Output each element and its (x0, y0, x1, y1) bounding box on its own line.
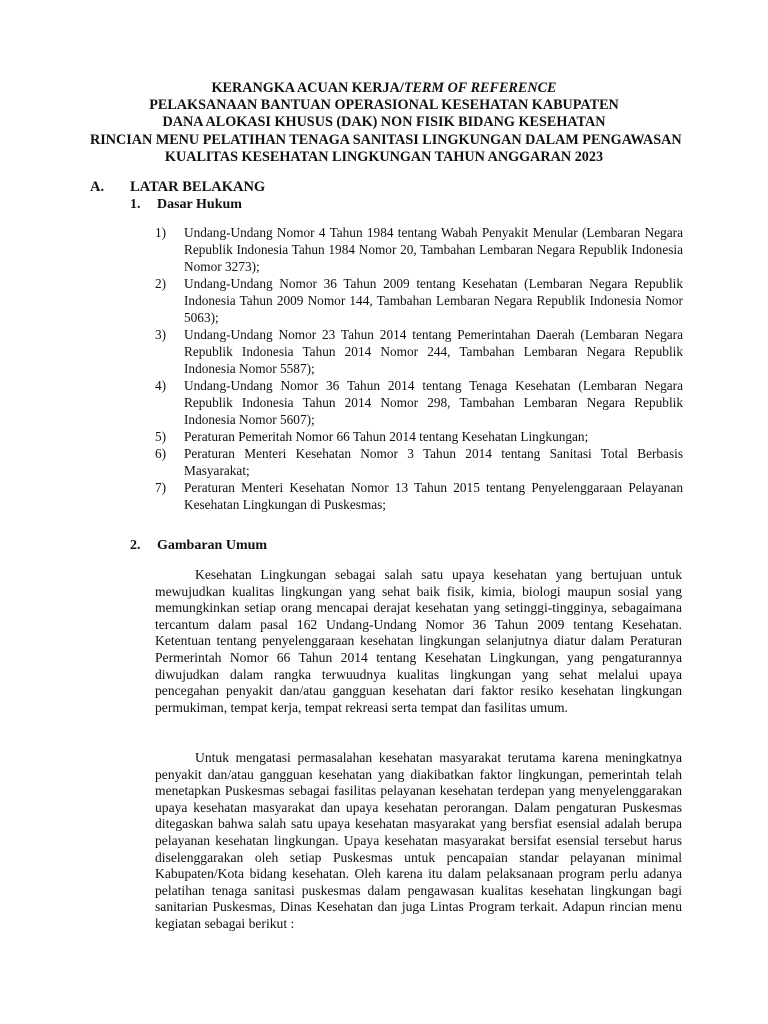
section-a-heading (90, 178, 265, 196)
dasar-hukum-number: 1. (130, 197, 141, 212)
section-a-title: LATAR BELAKANG (130, 179, 266, 195)
list-item (155, 428, 683, 445)
gambaran-umum-number: 2. (130, 538, 141, 553)
list-item-number: 1) (155, 225, 167, 240)
dasar-hukum-heading (130, 196, 242, 214)
list-item-number: 4) (155, 378, 167, 393)
dasar-hukum-title: Dasar Hukum (157, 197, 242, 212)
gambaran-umum-title: Gambaran Umum (157, 538, 268, 553)
title-line-4: RINCIAN MENU PELATIHAN TENAGA SANITASI LINGKUNGAN DALAM PENGAWASAN (90, 131, 682, 148)
title-line-2: PELAKSANAAN BANTUAN OPERASIONAL KESEHATAN KABUPATEN (149, 97, 619, 114)
list-item (155, 445, 683, 479)
list-item-text: Undang-Undang Nomor 4 Tahun 1984 tentang Wabah Penyakit Menular (Lembaran Negara Republik Indonesia Tahun 1984 Nomor 20, Tambahan Lembaran Negara Republik Indonesia Nomor 3273); (184, 225, 683, 274)
list-item (155, 479, 683, 513)
list-item (155, 326, 683, 377)
list-item (155, 275, 683, 326)
document-title (90, 80, 682, 166)
list-item-text: Peraturan Menteri Kesehatan Nomor 13 Tahun 2015 tentang Penyelenggaraan Pelayanan Kesehatan Lingkungan di Puskesmas; (184, 480, 683, 512)
legal-basis-list (155, 224, 683, 513)
list-item-text: Undang-Undang Nomor 36 Tahun 2014 tentang Tenaga Kesehatan (Lembaran Negara Republik Indonesia Tahun 2014 Nomor 298, Tambahan Lembaran Negara Republik Indonesia Nomor 5607); (184, 378, 683, 427)
list-item-number: 3) (155, 327, 167, 342)
list-item-text: Undang-Undang Nomor 36 Tahun 2009 tentang Kesehatan (Lembaran Negara Republik Indonesia Tahun 2009 Nomor 144, Tambahan Lembaran Negara Republik Indonesia Nomor 5063); (184, 276, 683, 325)
list-item-number: 6) (155, 446, 167, 461)
paragraph-2: Untuk mengatasi permasalahan kesehatan masyarakat terutama karena meningkatnya penyakit dan/atau gangguan kesehatan yang diakibatkan faktor lingkungan, pemerintah telah menetapkan Puskesmas sebagai fasilitas pelayanan kesehatan terdepan yang menyelenggarakan upaya kesehatan masyarakat dan upaya kesehatan perorangan. Dalam pengaturan Puskesmas ditegaskan bahwa salah satu upaya kesehatan masyarakat yang bersfiat esensial adalah berupa pelayanan kesehatan lingkungan. Upaya kesehatan masyarakat bersifat esensial tersebut harus diselenggarakan oleh setiap Puskesmas untuk pencapaian standar pelayanan minimal Kabupaten/Kota bidang kesehatan. Oleh karena itu dalam pelaksanaan program perlu adanya pelatihan tenaga sanitasi puskesmas dalam pengawasan kualitas kesehatan lingkungan bagi sanitarian Puskesmas, Dinas Kesehatan dan juga Lintas Program terkait. Adapun rincian menu kegiatan sebagai berikut : (155, 750, 682, 931)
section-a-number: A. (90, 179, 105, 195)
list-item (155, 224, 683, 275)
title-line-3: DANA ALOKASI KHUSUS (DAK) NON FISIK BIDANG KESEHATAN (162, 114, 606, 131)
list-item-number: 7) (155, 480, 167, 495)
gambaran-umum-heading (130, 537, 267, 555)
list-item-number: 5) (155, 429, 167, 444)
paragraph-1: Kesehatan Lingkungan sebagai salah satu upaya kesehatan yang bertujuan untuk mewujudkan kualitas lingkungan yang sehat baik fisik, kimia, biologi maupun sosial yang memungkinkan setiap orang mencapai derajat kesehatan yang setinggi-tingginya, sebagaimana tercantum dalam pasal 162 Undang-Undang Nomor 36 Tahun 2009 tentang Kesehatan. Ketentuan tentang penyelenggaraan kesehatan lingkungan selanjutnya diatur dalam Peraturan Permerintah Nomor 66 Tahun 2014 tentang Kesehatan Lingkungan, yang pengaturannya diwujudkan dalam rangka terwuudnya kualitas lingkungan yang sehat melalui upaya pencegahan penyakit dan/atau gangguan kesehatan dari faktor resiko kesehatan lingkungan permukiman, tempat kerja, tempat rekreasi serta tempat dan fasilitas umum. (155, 567, 682, 715)
title-line-5: KUALITAS KESEHATAN LINGKUNGAN TAHUN ANGGARAN 2023 (164, 148, 604, 165)
title-prefix: KERANGKA ACUAN KERJA/ (211, 80, 404, 96)
title-italic: TERM OF REFERENCE (403, 80, 557, 96)
list-item-number: 2) (155, 276, 167, 291)
list-item-text: Undang-Undang Nomor 23 Tahun 2014 tentang Pemerintahan Daerah (Lembaran Negara Republik Indonesia Tahun 2014 Nomor 244, Tambahan Lembaran Negara Republik Indonesia Nomor 5587); (184, 327, 683, 376)
list-item (155, 377, 683, 428)
title-line-1 (90, 80, 678, 97)
list-item-text: Peraturan Pemeritah Nomor 66 Tahun 2014 tentang Kesehatan Lingkungan; (184, 429, 589, 444)
list-item-text: Peraturan Menteri Kesehatan Nomor 3 Tahun 2014 tentang Sanitasi Total Berbasis Masyarakat; (184, 446, 683, 478)
